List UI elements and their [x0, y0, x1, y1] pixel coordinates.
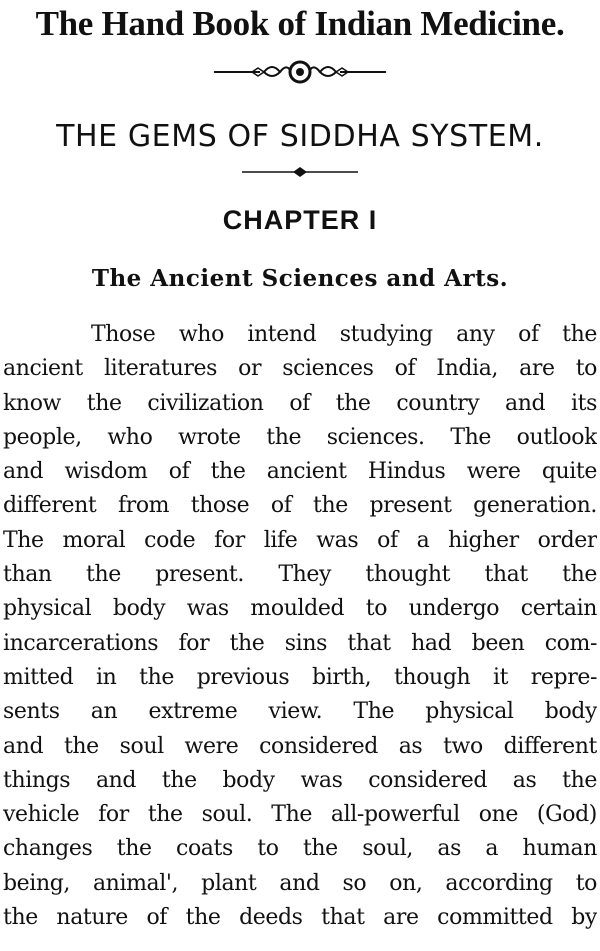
- text-line: sents an extreme view. The physical body: [3, 699, 597, 725]
- book-title: The Hand Book of Indian Medicine.: [35, 4, 565, 43]
- text-line: being, animal', plant and so on, according to: [3, 870, 597, 896]
- text-line: incarcerations for the sins that had been com-: [3, 630, 597, 656]
- divider-diamond-icon: [240, 165, 360, 179]
- chapter-subtitle: The Ancient Sciences and Arts.: [91, 265, 509, 292]
- text-line: than the present. They thought that the: [3, 562, 597, 588]
- text-line: things and the body was considered as the: [3, 767, 597, 793]
- text-line: changes the coats to the soul, as a human: [3, 836, 597, 862]
- text-line: mitted in the previous birth, though it repre-: [3, 664, 597, 690]
- text-line: different from those of the present generation.: [3, 493, 597, 519]
- text-line: The moral code for life was of a higher order: [3, 527, 597, 553]
- text-line: know the civilization of the country and its: [3, 390, 597, 416]
- text-line: physical body was moulded to undergo certain: [3, 596, 597, 622]
- ornament-flourish-icon: [200, 58, 400, 86]
- section-title: THE GEMS OF SIDDHA SYSTEM.: [56, 119, 544, 154]
- text-line: Those who intend studying any of the: [91, 322, 597, 347]
- text-line: and the soul were considered as two different: [3, 733, 597, 759]
- text-line: ancient literatures or sciences of India, are to: [3, 356, 597, 382]
- text-line: and wisdom of the ancient Hindus were quite: [3, 459, 597, 485]
- body-paragraph: [3, 318, 597, 935]
- text-line: vehicle for the soul. The all-powerful one (God): [3, 802, 597, 828]
- text-line: the nature of the deeds that are committed by: [3, 905, 597, 931]
- text-line: people, who wrote the sciences. The outlook: [3, 424, 597, 450]
- chapter-heading: CHAPTER I: [222, 205, 378, 235]
